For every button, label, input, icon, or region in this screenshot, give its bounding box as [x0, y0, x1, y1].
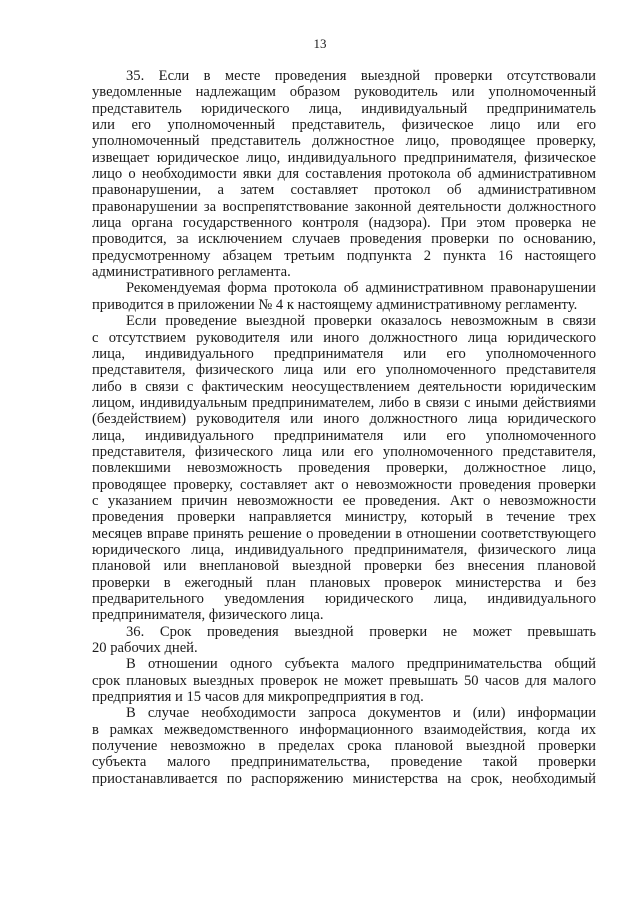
- text-line: В отношении одного субъекта малого предпринимательства общий: [126, 656, 596, 673]
- text-line: или его уполномоченный представитель, физическое лицо или его: [92, 117, 596, 134]
- text-line: юридического лица, индивидуального предпринимателя, физического лица: [92, 541, 596, 558]
- text-line: приостанавливается по распоряжению министерства на срок, необходимый: [92, 770, 596, 787]
- text-line: извещает юридическое лицо, индивидуального предпринимателя, физическое: [92, 149, 596, 166]
- text-line: Рекомендуемая форма протокола об административном правонарушении: [126, 280, 596, 297]
- paragraph: [92, 656, 596, 705]
- text-line: представителя, физического лица или его уполномоченного представителя,: [92, 443, 596, 460]
- text-line: 35. Если в месте проведения выездной проверки отсутствовали: [126, 68, 596, 84]
- text-line: с указанием причин невозможности ее проведения. Акт о невозможности: [92, 492, 596, 509]
- text-line: предварительного уведомления юридического лица, индивидуального: [92, 591, 596, 607]
- text-line: лица органа государственного контроля (надзора). При этом проверка не: [92, 215, 596, 232]
- text-line: приводится в приложении № 4 к настоящему административному регламенту.: [92, 296, 578, 313]
- text-line: проводящее проверку, составляет акт о невозможности проведения проверки: [92, 476, 596, 493]
- paragraph: [92, 68, 596, 280]
- paragraph: [92, 280, 596, 313]
- text-line: предпринимателя, физического лица.: [92, 607, 324, 624]
- text-line: срок плановых выездных проверок не может превышать 50 часов для малого: [92, 672, 596, 689]
- text-line: плановой или внеплановой выездной проверки без внесения плановой: [92, 558, 596, 575]
- text-line: представитель юридического лица, индивидуальный предприниматель: [92, 100, 596, 117]
- text-line: предусмотренному абзацем третьим подпункта 2 пункта 16 настоящего: [92, 247, 596, 264]
- text-line: либо в связи с фактическим неосуществлением деятельности юридическим: [92, 378, 596, 395]
- text-line: лицо о необходимости явки для составления протокола об административном: [92, 166, 596, 183]
- paragraph: [92, 313, 596, 624]
- text-line: Если проведение выездной проверки оказалось невозможным в связи: [126, 313, 596, 330]
- text-line: проводится, за исключением случаев проведения проверки по основанию,: [92, 231, 596, 248]
- paragraph: [92, 624, 596, 657]
- text-line: 20 рабочих дней.: [92, 640, 198, 657]
- text-line: лица, индивидуального предпринимателя или его уполномоченного: [92, 345, 596, 362]
- text-line: правонарушении, а затем составляет протокол об административном: [92, 182, 596, 199]
- text-line: правонарушении за воспрепятствование законной деятельности должностного: [92, 198, 596, 215]
- document-body: [92, 68, 596, 787]
- text-line: повлекшими невозможность проведения проверки, должностное лицо,: [92, 460, 596, 477]
- text-line: В случае необходимости запроса документов и (или) информации: [126, 705, 596, 722]
- text-line: проверки в ежегодный план плановых проверок министерства и без: [92, 574, 596, 591]
- text-line: уведомленные надлежащим образом руководитель или уполномоченный: [92, 84, 596, 101]
- text-line: административного регламента.: [92, 264, 291, 281]
- text-line: предприятия и 15 часов для микропредприятия в год.: [92, 689, 424, 706]
- text-line: лицом, индивидуальным предпринимателем, либо в связи с иными действиями: [92, 394, 596, 411]
- page-number: 13: [313, 36, 327, 51]
- text-line: 36. Срок проведения выездной проверки не может превышать: [126, 623, 596, 640]
- text-line: месяцев вправе принять решение о проведении в отношении соответствующего: [92, 525, 596, 542]
- text-line: с отсутствием руководителя или иного должностного лица юридического: [92, 329, 596, 346]
- paragraph: [92, 705, 596, 787]
- text-line: представителя, физического лица или его уполномоченного представителя: [92, 362, 596, 379]
- text-line: проведения проверки направляется министру, который в течение трех: [92, 509, 596, 526]
- text-line: субъекта малого предпринимательства, проведение такой проверки: [92, 754, 596, 771]
- text-line: (бездействием) руководителя или иного должностного лица юридического: [92, 411, 596, 428]
- text-line: в рамках межведомственного информационного взаимодействия, когда их: [92, 721, 596, 738]
- text-line: уполномоченный представитель должностное лицо, проводящее проверку,: [92, 133, 596, 150]
- text-line: получение невозможно в пределах срока плановой выездной проверки: [92, 738, 596, 755]
- text-line: лица, индивидуального предпринимателя или его уполномоченного: [92, 427, 596, 444]
